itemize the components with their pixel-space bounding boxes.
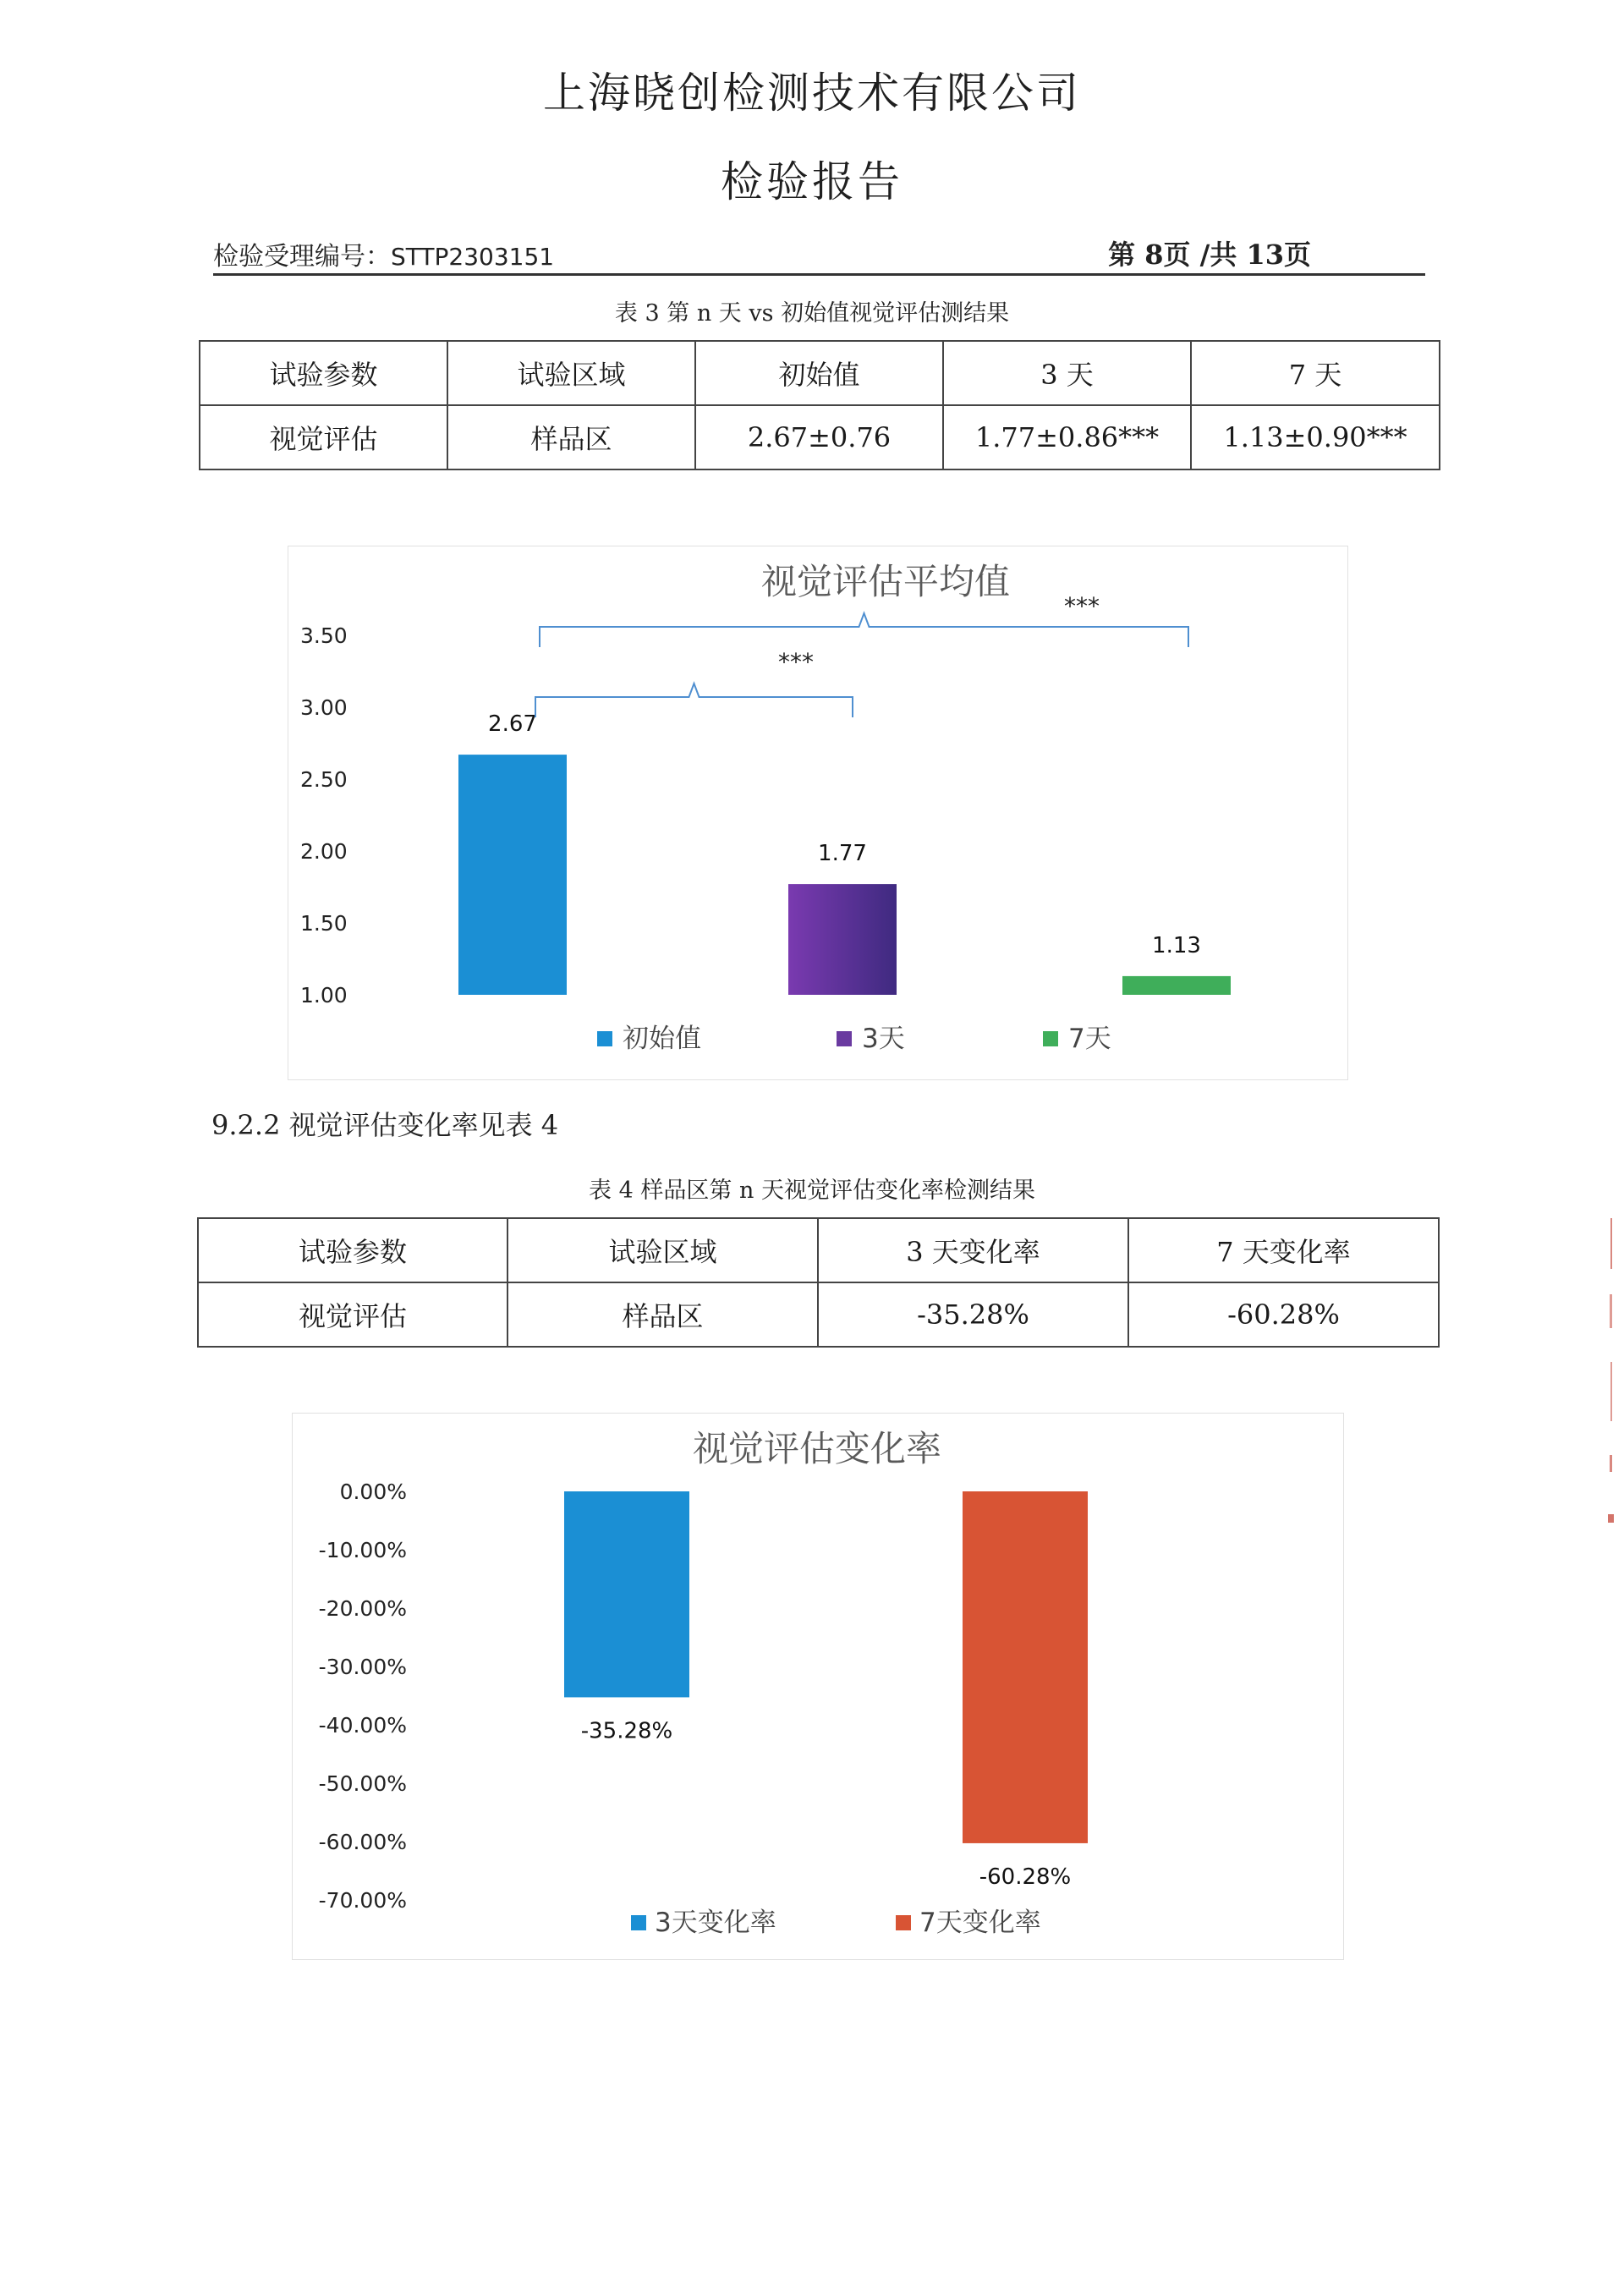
chart2-title: 视觉评估变化率 <box>692 1428 942 1469</box>
table4-header-cell: 7 天变化率 <box>1128 1218 1439 1282</box>
chart1-y-tick-label: 3.50 <box>300 623 348 648</box>
chart1-y-tick-label: 2.00 <box>300 839 348 864</box>
table3-cell: 2.67±0.76 <box>695 405 943 469</box>
chart1-data-label: 2.67 <box>488 711 537 738</box>
table3-cell: 1.77±0.86*** <box>943 405 1191 469</box>
chart2-bar-2 <box>963 1491 1088 1843</box>
table4-cell: 视觉评估 <box>198 1282 508 1347</box>
table3-header-row <box>200 341 1440 405</box>
chart1-bar-2 <box>788 884 897 995</box>
chart-visual-change-rate-plot <box>293 1414 1343 1959</box>
table4 <box>197 1217 1440 1348</box>
chart2-y-tick-label: -50.00% <box>318 1771 407 1796</box>
table4-header-row <box>198 1218 1439 1282</box>
table3-caption: 表 3 第 n 天 vs 初始值视觉评估测结果 <box>614 300 1010 327</box>
chart2-y-tick-label: -60.00% <box>318 1830 407 1854</box>
chart1-y-tick-label: 1.00 <box>300 983 348 1007</box>
company-name: 上海晓创检测技术有限公司 <box>543 69 1081 118</box>
chart1-legend-swatch <box>837 1031 852 1046</box>
table3-cell: 样品区 <box>447 405 695 469</box>
table4-cell: -60.28% <box>1128 1282 1439 1347</box>
chart2-legend-label: 7天变化率 <box>919 1908 1041 1938</box>
page-info: 第 8页 /共 13页 <box>1108 239 1311 271</box>
acceptance-number: STTP2303151 <box>391 243 555 271</box>
table4-header-cell: 3 天变化率 <box>818 1218 1128 1282</box>
chart2-y-tick-label: -30.00% <box>318 1655 407 1679</box>
chart2-bars <box>564 1491 1088 1890</box>
chart1-legend-swatch <box>1043 1031 1058 1046</box>
chart2-y-axis <box>319 1480 407 1913</box>
table3-header-cell: 7 天 <box>1191 341 1440 405</box>
report-title: 检验报告 <box>721 157 903 206</box>
scan-edge-marks <box>1605 1201 1616 1540</box>
chart2-legend <box>631 1908 1041 1938</box>
chart1-data-label: 1.13 <box>1152 932 1201 958</box>
chart2-legend-swatch <box>896 1915 911 1930</box>
chart2-data-label: -35.28% <box>580 1718 673 1744</box>
chart2-legend-label: 3天变化率 <box>655 1908 776 1938</box>
chart1-legend-swatch <box>597 1031 612 1046</box>
significance-label: *** <box>778 648 814 676</box>
chart-visual-change-rate <box>292 1413 1344 1960</box>
chart1-data-label: 1.77 <box>818 841 867 867</box>
acceptance-label: 检验受理编号： <box>213 242 391 272</box>
table4-header-cell: 试验参数 <box>198 1218 508 1282</box>
chart2-data-label: -60.28% <box>979 1864 1072 1890</box>
chart1-y-tick-label: 2.50 <box>300 767 348 792</box>
table3-header-cell: 试验参数 <box>200 341 447 405</box>
chart1-y-axis <box>300 623 348 1007</box>
header-rule <box>213 273 1425 276</box>
table3-cell: 视觉评估 <box>200 405 447 469</box>
table4-header-cell: 试验区域 <box>508 1218 818 1282</box>
chart1-y-tick-label: 1.50 <box>300 911 348 936</box>
chart1-legend-label: 3天 <box>862 1024 905 1054</box>
significance-bracket <box>535 684 853 717</box>
chart1-significance <box>535 592 1188 717</box>
chart2-y-tick-label: -40.00% <box>318 1713 407 1738</box>
chart2-y-tick-label: 0.00% <box>339 1480 407 1504</box>
chart1-legend-label: 初始值 <box>623 1024 701 1054</box>
table3-header-cell: 初始值 <box>695 341 943 405</box>
chart1-legend <box>597 1024 1111 1054</box>
chart1-title: 视觉评估平均值 <box>760 561 1011 602</box>
acceptance-number-line <box>213 235 554 272</box>
chart1-bars <box>458 711 1231 995</box>
table3 <box>199 340 1440 470</box>
table3-header-cell: 试验区域 <box>447 341 695 405</box>
significance-label: *** <box>1064 592 1100 620</box>
chart1-y-tick-label: 3.00 <box>300 695 348 720</box>
table4-row <box>198 1282 1439 1347</box>
table4-cell: -35.28% <box>818 1282 1128 1347</box>
table3-row <box>200 405 1440 469</box>
chart2-legend-swatch <box>631 1915 646 1930</box>
table4-caption: 表 4 样品区第 n 天视觉评估变化率检测结果 <box>589 1178 1035 1204</box>
table3-cell: 1.13±0.90*** <box>1191 405 1440 469</box>
table3-header-cell: 3 天 <box>943 341 1191 405</box>
chart2-y-tick-label: -10.00% <box>318 1538 407 1562</box>
chart2-y-tick-label: -70.00% <box>318 1888 407 1913</box>
chart2-y-tick-label: -20.00% <box>318 1596 407 1621</box>
chart1-bar-3 <box>1122 976 1231 995</box>
chart2-bar-1 <box>564 1491 689 1697</box>
section-heading: 9.2.2 视觉评估变化率见表 4 <box>211 1109 559 1141</box>
chart-visual-mean-plot <box>288 546 1347 1079</box>
chart1-bar-1 <box>458 755 567 995</box>
table4-cell: 样品区 <box>508 1282 818 1347</box>
chart1-legend-label: 7天 <box>1068 1024 1111 1054</box>
chart-visual-mean <box>288 546 1348 1080</box>
